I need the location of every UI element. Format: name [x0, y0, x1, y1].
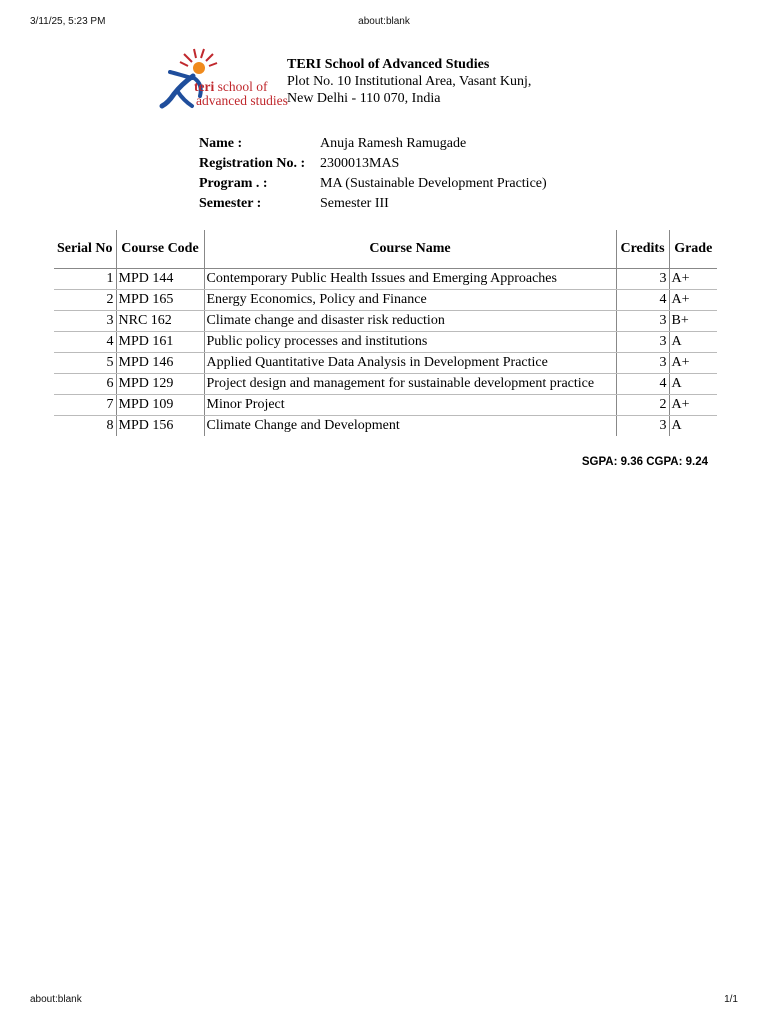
- print-datetime: 3/11/25, 5:23 PM: [30, 16, 106, 27]
- cell-grade: A+: [669, 290, 717, 311]
- program-value: MA (Sustainable Development Practice): [320, 176, 547, 191]
- cell-grade: A+: [669, 353, 717, 374]
- cell-course-code: MPD 144: [116, 269, 204, 290]
- cell-course-code: MPD 109: [116, 395, 204, 416]
- cell-grade: A+: [669, 395, 717, 416]
- student-info: [199, 135, 619, 215]
- cell-serial: 5: [54, 353, 116, 374]
- cell-serial: 3: [54, 311, 116, 332]
- cell-serial: 7: [54, 395, 116, 416]
- cell-course-name: Applied Quantitative Data Analysis in Development Practice: [204, 353, 616, 374]
- print-page-title: about:blank: [358, 16, 410, 27]
- registration-row: [199, 155, 619, 175]
- table-row: [54, 374, 717, 395]
- student-name-value: Anuja Ramesh Ramugade: [320, 136, 467, 151]
- institution-name: TERI School of Advanced Studies: [287, 57, 490, 72]
- teri-logo: [156, 48, 286, 114]
- table-row: [54, 269, 717, 290]
- logo-brand: teri: [194, 79, 215, 94]
- cell-course-name: Contemporary Public Health Issues and Emerging Approaches: [204, 269, 616, 290]
- semester-row: [199, 195, 619, 215]
- cell-credits: 3: [616, 269, 669, 290]
- table-row: [54, 290, 717, 311]
- header-serial: Serial No: [54, 230, 116, 269]
- table-row: [54, 416, 717, 437]
- cell-grade: A: [669, 416, 717, 437]
- institution-address-line2: New Delhi - 110 070, India: [287, 91, 441, 106]
- print-footer-url: about:blank: [30, 994, 82, 1005]
- student-name-label: Name :: [199, 136, 243, 151]
- cell-course-code: MPD 165: [116, 290, 204, 311]
- cell-credits: 3: [616, 311, 669, 332]
- cell-course-code: MPD 146: [116, 353, 204, 374]
- cell-course-name: Climate Change and Development: [204, 416, 616, 437]
- cell-grade: A: [669, 332, 717, 353]
- cell-course-name: Minor Project: [204, 395, 616, 416]
- cell-course-code: MPD 161: [116, 332, 204, 353]
- cell-course-name: Public policy processes and institutions: [204, 332, 616, 353]
- registration-value: 2300013MAS: [320, 156, 400, 171]
- table-row: [54, 311, 717, 332]
- logo-school-of: school of: [217, 79, 268, 94]
- semester-value: Semester III: [320, 196, 389, 211]
- header-course-code: Course Code: [116, 230, 204, 269]
- cell-serial: 2: [54, 290, 116, 311]
- table-row: [54, 353, 717, 374]
- print-page-number: 1/1: [724, 994, 738, 1005]
- logo-text-line2: advanced studies: [196, 93, 288, 108]
- grades-table: [54, 230, 717, 436]
- table-row: [54, 395, 717, 416]
- cell-course-name: Climate change and disaster risk reduction: [204, 311, 616, 332]
- registration-label: Registration No. :: [199, 156, 306, 171]
- cell-course-name: Project design and management for sustainable development practice: [204, 374, 616, 395]
- cell-credits: 3: [616, 353, 669, 374]
- cell-credits: 4: [616, 290, 669, 311]
- table-row: [54, 332, 717, 353]
- table-header-row: [54, 230, 717, 269]
- print-header: [0, 16, 768, 30]
- institution-address-line1: Plot No. 10 Institutional Area, Vasant Kunj,: [287, 74, 532, 89]
- cell-serial: 1: [54, 269, 116, 290]
- cell-serial: 6: [54, 374, 116, 395]
- program-row: [199, 175, 619, 195]
- cell-credits: 2: [616, 395, 669, 416]
- institution-block: [287, 56, 531, 107]
- cell-course-code: NRC 162: [116, 311, 204, 332]
- cell-credits: 3: [616, 332, 669, 353]
- cell-grade: A+: [669, 269, 717, 290]
- cell-course-code: MPD 156: [116, 416, 204, 437]
- print-footer: [0, 994, 768, 1008]
- cell-credits: 4: [616, 374, 669, 395]
- logo-text-line1: [194, 80, 267, 94]
- header-course-name: Course Name: [204, 230, 616, 269]
- program-label: Program . :: [199, 176, 268, 191]
- semester-label: Semester :: [199, 196, 262, 211]
- header-credits: Credits: [616, 230, 669, 269]
- cell-course-code: MPD 129: [116, 374, 204, 395]
- cell-serial: 8: [106, 418, 114, 433]
- cell-credits: 3: [616, 416, 669, 437]
- cell-grade: B+: [669, 311, 717, 332]
- gpa-summary: SGPA: 9.36 CGPA: 9.24: [581, 456, 708, 468]
- student-name-row: [199, 135, 619, 155]
- cell-course-name: Energy Economics, Policy and Finance: [204, 290, 616, 311]
- cell-serial: 4: [54, 332, 116, 353]
- header-grade: Grade: [669, 230, 717, 269]
- cell-grade: A: [669, 374, 717, 395]
